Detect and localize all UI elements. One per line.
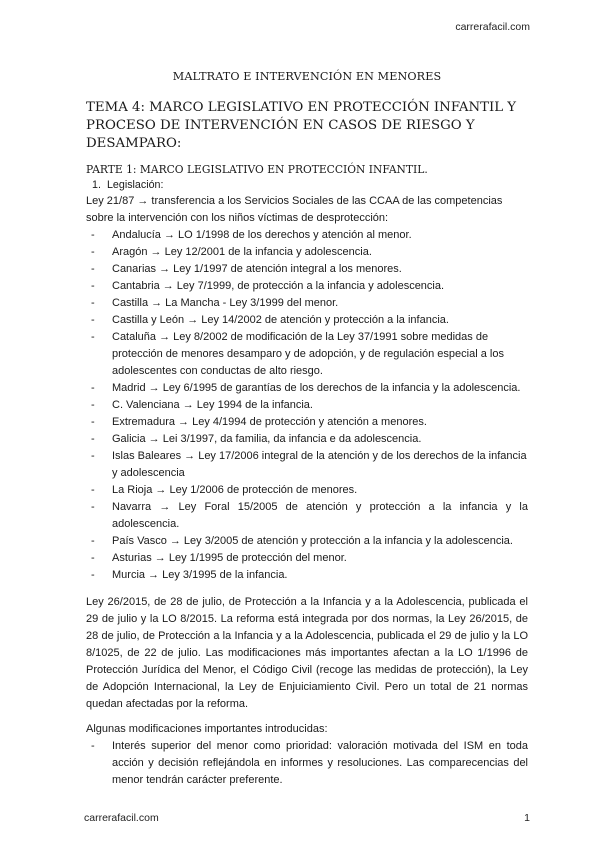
- reforma-paragraph: Ley 26/2015, de 28 de julio, de Protección a la Infancia y a la Adolescencia, publicada el 29 de julio y la LO 8/2015. La reforma está integrada por dos normas, la Ley 26/2015, de 28 de julio, de Protección a la Infancia y a la Adolescencia, publicada el 29 de julio y la LO 8/1025, de 22 de julio. Las modificaciones más importantes afectan a la LO 1/1996 de Protección Jurídica del Menor, el Código Civil (recoge las medidas de protección), la Ley de Adopción Internacional, la Ley de Enjuiciamiento Civil. Pero un total de 21 normas quedan afectadas por la reforma.: [86, 596, 528, 710]
- list-item: - Extremadura → Ley 4/1994 de protección y atención a menores.: [91, 416, 427, 428]
- intro-paragraph: Ley 21/87 → transferencia a los Servicios Sociales de las CCAA de las competencias sobre la intervención con los niños víctimas de desprotección:: [86, 195, 503, 224]
- tema-title: TEMA 4: MARCO LEGISLATIVO EN PROTECCIÓN INFANTIL Y PROCESO DE INTERVENCIÓN EN CASOS DE RIESGO Y DESAMPARO:: [86, 100, 517, 151]
- list-item: - Cataluña → Ley 8/2002 de modificación de la Ley 37/1991 sobre medidas de protección de menores desamparo y de adopción, y de regulación especial a los adolescentes con conductas de alto riesgo.: [91, 331, 504, 377]
- list-item: - Islas Baleares → Ley 17/2006 integral de la atención y de los derechos de la infancia y adolescencia: [91, 450, 527, 479]
- list-item: - Navarra → Ley Foral 15/2005 de atención y protección a la infancia y la adolescencia.: [91, 501, 528, 530]
- list-item: - Canarias → Ley 1/1997 de atención integral a los menores.: [91, 263, 402, 275]
- list-item: - Interés superior del menor como prioridad: valoración motivada del ISM en toda acción y decisión reflejándola en informes y resoluciones. Las comparecencias del menor tendrán carácter preferente.: [91, 740, 528, 786]
- list-item: - Castilla y León → Ley 14/2002 de atención y protección a la infancia.: [91, 314, 449, 326]
- list-item: - La Rioja → Ley 1/2006 de protección de menores.: [91, 484, 358, 496]
- footer-site-url: carrerafacil.com: [84, 812, 159, 824]
- list-item: - País Vasco → Ley 3/2005 de atención y protección a la infancia y la adolescencia.: [91, 535, 513, 547]
- list-item: - Murcia → Ley 3/1995 de la infancia.: [91, 569, 288, 581]
- document-body: [86, 70, 528, 789]
- list-item: - Asturias → Ley 1/1995 de protección del menor.: [91, 552, 347, 564]
- list-item: - Andalucía → LO 1/1998 de los derechos y atención al menor.: [91, 229, 412, 241]
- list-item: - Galicia → Lei 3/1997, da familia, da infancia e da adolescencia.: [91, 433, 422, 445]
- modificaciones-heading: Algunas modificaciones importantes introducidas:: [86, 723, 328, 735]
- section-label: Legislación:: [106, 179, 164, 191]
- list-item: - C. Valenciana → Ley 1994 de la infancia.: [91, 399, 313, 411]
- document-title: MALTRATO E INTERVENCIÓN EN MENORES: [172, 70, 442, 83]
- list-item: - Aragón → Ley 12/2001 de la infancia y adolescencia.: [91, 246, 372, 258]
- modificaciones-list: [86, 738, 528, 789]
- list-item: - Castilla → La Mancha - Ley 3/1999 del menor.: [91, 297, 339, 309]
- header-site-url: carrerafacil.com: [455, 21, 530, 33]
- parte-title: PARTE 1: MARCO LEGISLATIVO EN PROTECCIÓN INFANTIL.: [86, 163, 428, 176]
- section-number: 1.: [92, 179, 101, 191]
- section-heading: [92, 179, 528, 191]
- list-item: - Cantabria → Ley 7/1999, de protección a la infancia y adolescencia.: [91, 280, 445, 292]
- laws-list: [86, 227, 528, 584]
- list-item: - Madrid → Ley 6/1995 de garantías de los derechos de la infancia y la adolescencia.: [91, 382, 521, 394]
- page-number: 1: [524, 812, 530, 824]
